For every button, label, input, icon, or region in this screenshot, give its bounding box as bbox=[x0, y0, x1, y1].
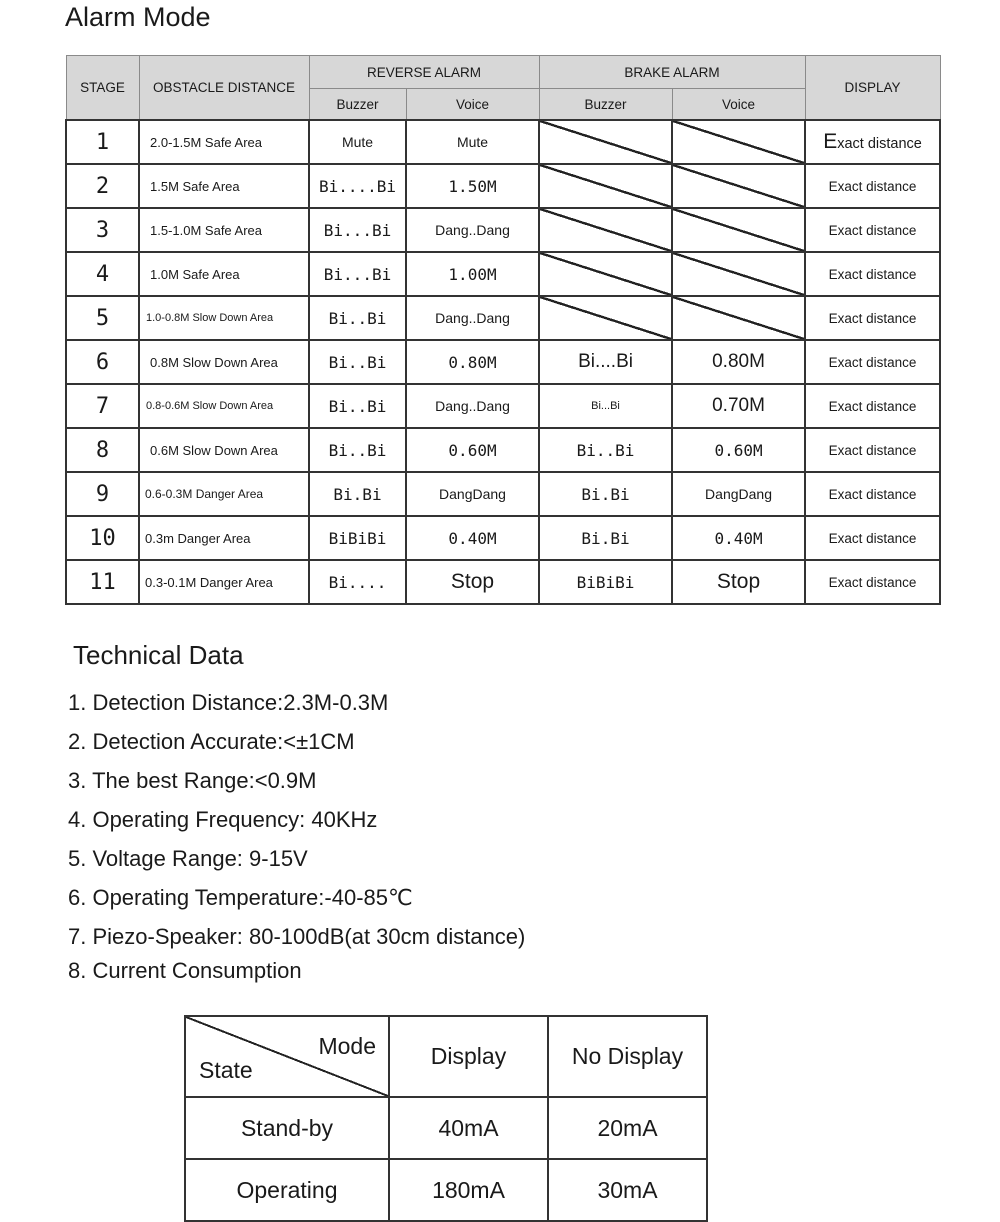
list-item: 4. Operating Frequency: 40KHz bbox=[68, 807, 378, 832]
distance-cell: 1.0-0.8M Slow Down Area bbox=[139, 296, 309, 340]
distance-cell: 0.8M Slow Down Area bbox=[139, 340, 309, 384]
brake-buzzer-cell: Bi....Bi bbox=[539, 340, 672, 384]
brake-voice-empty-cell bbox=[672, 252, 805, 296]
reverse-buzzer-cell: Bi....Bi bbox=[309, 164, 406, 208]
reverse-voice-cell: DangDang bbox=[406, 472, 539, 516]
mode-state-corner-cell bbox=[185, 1016, 389, 1097]
table-row bbox=[66, 340, 940, 384]
brake-buzzer-cell: Bi.Bi bbox=[539, 516, 672, 560]
stage-cell: 3 bbox=[66, 208, 139, 252]
brake-voice-empty-cell bbox=[672, 208, 805, 252]
display-cell: Exact distance bbox=[805, 120, 940, 164]
reverse-buzzer-cell: Bi.... bbox=[309, 560, 406, 604]
distance-cell: 0.8-0.6M Slow Down Area bbox=[139, 384, 309, 428]
display-cell: Exact distance bbox=[805, 252, 940, 296]
brake-voice-cell: 0.80M bbox=[672, 340, 805, 384]
brake-voice-empty-cell bbox=[672, 164, 805, 208]
column-header-no-display: No Display bbox=[548, 1016, 707, 1097]
alarm-mode-title: Alarm Mode bbox=[65, 2, 211, 32]
display-cell: Exact distance bbox=[805, 384, 940, 428]
display-cell: Exact distance bbox=[805, 516, 940, 560]
list-item: 8. Current Consumption bbox=[68, 958, 302, 983]
no-display-current-cell: 20mA bbox=[548, 1097, 707, 1159]
header-brake-voice: Voice bbox=[672, 89, 805, 121]
reverse-buzzer-cell: Bi..Bi bbox=[309, 296, 406, 340]
reverse-voice-cell: 0.80M bbox=[406, 340, 539, 384]
display-cell: Exact distance bbox=[805, 340, 940, 384]
brake-buzzer-empty-cell bbox=[539, 208, 672, 252]
list-item: 7. Piezo-Speaker: 80-100dB(at 30cm distance) bbox=[68, 924, 526, 949]
reverse-voice-cell: 1.50M bbox=[406, 164, 539, 208]
brake-voice-empty-cell bbox=[672, 120, 805, 164]
state-cell: Operating bbox=[185, 1159, 389, 1221]
reverse-buzzer-cell: Bi.Bi bbox=[309, 472, 406, 516]
header-brake-alarm: BRAKE ALARM bbox=[539, 56, 805, 89]
state-label: State bbox=[199, 1057, 253, 1083]
display-current-cell: 180mA bbox=[389, 1159, 548, 1221]
header-stage: STAGE bbox=[66, 56, 139, 121]
brake-voice-cell: 0.70M bbox=[672, 384, 805, 428]
brake-voice-cell: Stop bbox=[672, 560, 805, 604]
stage-cell: 1 bbox=[66, 120, 139, 164]
header-brake-buzzer: Buzzer bbox=[539, 89, 672, 121]
display-cell: Exact distance bbox=[805, 428, 940, 472]
distance-cell: 1.0M Safe Area bbox=[139, 252, 309, 296]
reverse-voice-cell: Dang..Dang bbox=[406, 384, 539, 428]
brake-buzzer-empty-cell bbox=[539, 120, 672, 164]
display-cell: Exact distance bbox=[805, 472, 940, 516]
stage-cell: 8 bbox=[66, 428, 139, 472]
brake-buzzer-empty-cell bbox=[539, 164, 672, 208]
display-cell: Exact distance bbox=[805, 208, 940, 252]
reverse-buzzer-cell: Mute bbox=[309, 120, 406, 164]
reverse-buzzer-cell: Bi..Bi bbox=[309, 340, 406, 384]
distance-cell: 0.3-0.1M Danger Area bbox=[139, 560, 309, 604]
stage-cell: 2 bbox=[66, 164, 139, 208]
table-row bbox=[66, 516, 940, 560]
reverse-voice-cell: 0.40M bbox=[406, 516, 539, 560]
reverse-voice-cell: Mute bbox=[406, 120, 539, 164]
table-row bbox=[66, 120, 940, 164]
brake-buzzer-empty-cell bbox=[539, 296, 672, 340]
brake-buzzer-cell: Bi..Bi bbox=[539, 428, 672, 472]
table-row bbox=[66, 384, 940, 428]
brake-voice-cell: 0.60M bbox=[672, 428, 805, 472]
header-display: DISPLAY bbox=[805, 56, 940, 121]
mode-label: Mode bbox=[318, 1033, 376, 1059]
header-reverse-alarm: REVERSE ALARM bbox=[309, 56, 539, 89]
table-row bbox=[66, 428, 940, 472]
stage-cell: 9 bbox=[66, 472, 139, 516]
reverse-voice-cell: 0.60M bbox=[406, 428, 539, 472]
table-row bbox=[185, 1097, 707, 1159]
display-current-cell: 40mA bbox=[389, 1097, 548, 1159]
stage-cell: 4 bbox=[66, 252, 139, 296]
distance-cell: 0.6M Slow Down Area bbox=[139, 428, 309, 472]
stage-cell: 6 bbox=[66, 340, 139, 384]
distance-cell: 1.5M Safe Area bbox=[139, 164, 309, 208]
alarm-mode-table bbox=[65, 55, 941, 605]
display-cell: Exact distance bbox=[805, 560, 940, 604]
brake-buzzer-cell: BiBiBi bbox=[539, 560, 672, 604]
table-row bbox=[66, 472, 940, 516]
header-reverse-voice: Voice bbox=[406, 89, 539, 121]
reverse-buzzer-cell: Bi...Bi bbox=[309, 208, 406, 252]
distance-cell: 0.6-0.3M Danger Area bbox=[139, 472, 309, 516]
reverse-buzzer-cell: Bi..Bi bbox=[309, 384, 406, 428]
reverse-buzzer-cell: BiBiBi bbox=[309, 516, 406, 560]
distance-cell: 0.3m Danger Area bbox=[139, 516, 309, 560]
reverse-voice-cell: Dang..Dang bbox=[406, 296, 539, 340]
reverse-voice-cell: Stop bbox=[406, 560, 539, 604]
header-reverse-buzzer: Buzzer bbox=[309, 89, 406, 121]
reverse-voice-cell: 1.00M bbox=[406, 252, 539, 296]
list-item: 5. Voltage Range: 9-15V bbox=[68, 846, 308, 871]
table-row bbox=[66, 252, 940, 296]
header-obstacle-distance: OBSTACLE DISTANCE bbox=[139, 56, 309, 121]
display-cell: Exact distance bbox=[805, 164, 940, 208]
table-row bbox=[66, 296, 940, 340]
technical-data-list bbox=[68, 683, 525, 986]
stage-cell: 11 bbox=[66, 560, 139, 604]
table-row bbox=[66, 208, 940, 252]
reverse-buzzer-cell: Bi...Bi bbox=[309, 252, 406, 296]
brake-voice-empty-cell bbox=[672, 296, 805, 340]
list-item: 2. Detection Accurate:<±1CM bbox=[68, 729, 355, 754]
stage-cell: 7 bbox=[66, 384, 139, 428]
display-cell: Exact distance bbox=[805, 296, 940, 340]
distance-cell: 1.5-1.0M Safe Area bbox=[139, 208, 309, 252]
stage-cell: 10 bbox=[66, 516, 139, 560]
no-display-current-cell: 30mA bbox=[548, 1159, 707, 1221]
brake-buzzer-empty-cell bbox=[539, 252, 672, 296]
column-header-display: Display bbox=[389, 1016, 548, 1097]
list-item: 3. The best Range:<0.9M bbox=[68, 768, 317, 793]
table-row bbox=[66, 560, 940, 604]
reverse-buzzer-cell: Bi..Bi bbox=[309, 428, 406, 472]
brake-voice-cell: DangDang bbox=[672, 472, 805, 516]
brake-voice-cell: 0.40M bbox=[672, 516, 805, 560]
technical-data-title: Technical Data bbox=[73, 640, 244, 670]
table-row bbox=[66, 164, 940, 208]
table-row bbox=[185, 1016, 707, 1097]
stage-cell: 5 bbox=[66, 296, 139, 340]
list-item: 6. Operating Temperature:-40-85℃ bbox=[68, 885, 413, 910]
reverse-voice-cell: Dang..Dang bbox=[406, 208, 539, 252]
state-cell: Stand-by bbox=[185, 1097, 389, 1159]
distance-cell: 2.0-1.5M Safe Area bbox=[139, 120, 309, 164]
brake-buzzer-cell: Bi.Bi bbox=[539, 472, 672, 516]
table-row bbox=[185, 1159, 707, 1221]
brake-buzzer-cell: Bi...Bi bbox=[539, 384, 672, 428]
current-consumption-table bbox=[184, 1015, 708, 1222]
list-item: 1. Detection Distance:2.3M-0.3M bbox=[68, 690, 389, 715]
